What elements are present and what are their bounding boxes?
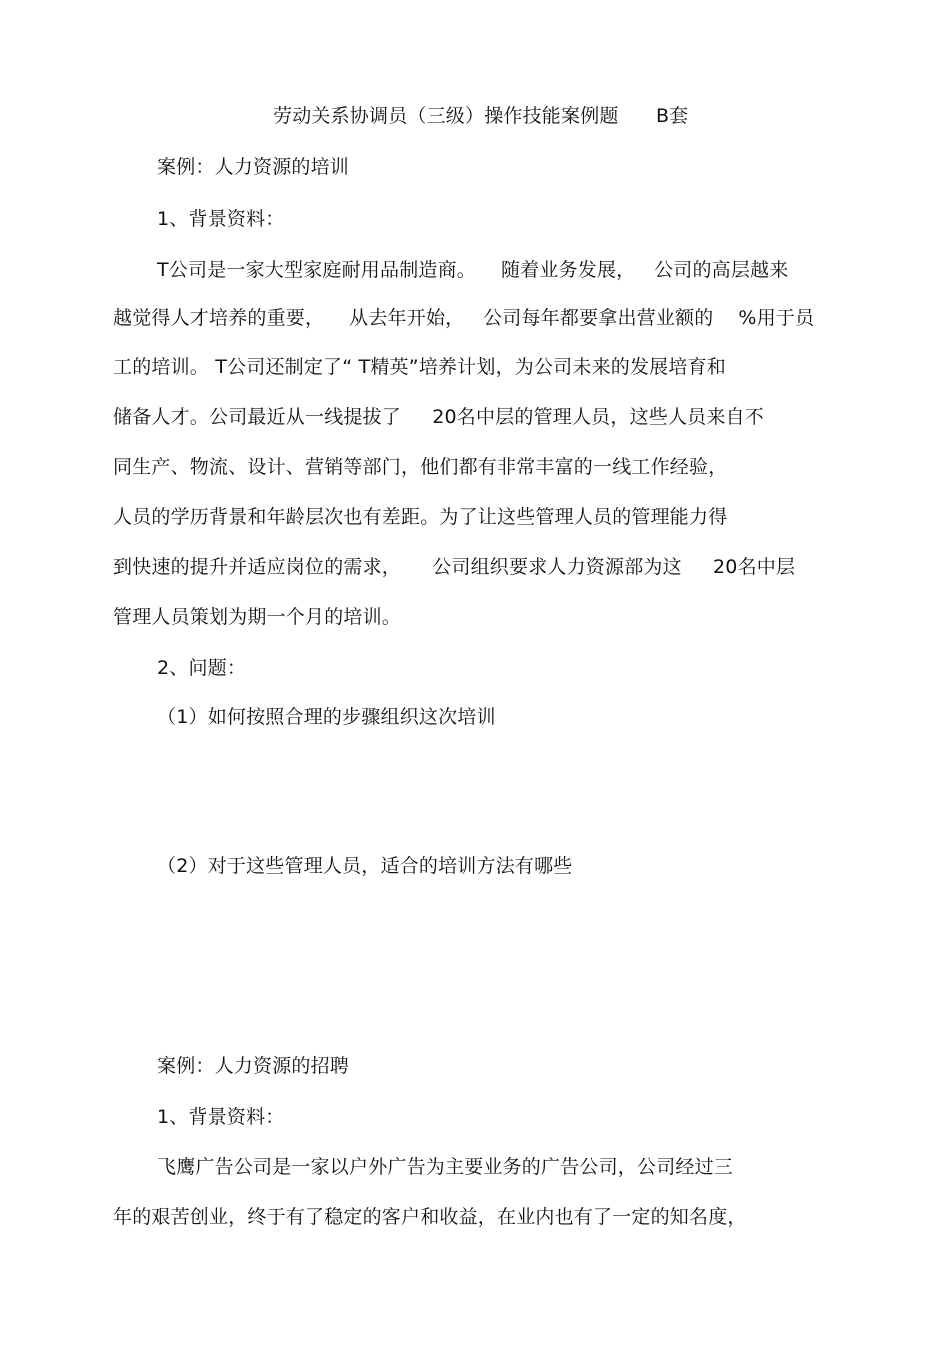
case1-question-1: （1）如何按照合理的步骤组织这次培训 [157,706,496,728]
case1-paragraph-line: T公司是一家大型家庭耐用品制造商。 随着业务发展， 公司的高层越来 [157,259,789,281]
case1-questions-label: 2、问题： [157,657,247,679]
case1-paragraph-line: 到快速的提升并适应岗位的需求， 公司组织要求人力资源部为这 20名中层 [113,556,796,578]
case1-background-label: 1、背景资料： [157,208,285,230]
case1-paragraph-line: 管理人员策划为期一个月的培训。 [113,606,402,628]
case2-paragraph-line: 年的艰苦创业，终于有了稳定的客户和收益，在业内也有了一定的知名度， [113,1206,747,1228]
case1-heading: 案例：人力资源的培训 [157,156,350,178]
case1-paragraph-line: 工的培训。 T公司还制定了“ T精英”培养计划，为公司未来的发展培育和 [113,356,726,378]
document-title: 劳动关系协调员（三级）操作技能案例题 B套 [273,105,689,127]
case1-paragraph-line: 同生产、物流、设计、营销等部门，他们都有非常丰富的一线工作经验， [113,456,728,478]
case1-paragraph-line: 储备人才。公司最近从一线提拔了 20名中层的管理人员，这些人员来自不 [113,406,764,428]
case2-background-label: 1、背景资料： [157,1106,285,1128]
case2-paragraph-line: 飞鹰广告公司是一家以户外广告为主要业务的广告公司，公司经过三 [157,1156,734,1178]
case1-paragraph-line: 越觉得人才培养的重要， 从去年开始， 公司每年都要拿出营业额的 %用于员 [113,307,815,329]
case1-paragraph-line: 人员的学历背景和年龄层次也有差距。为了让这些管理人员的管理能力得 [113,506,728,528]
case1-question-2: （2）对于这些管理人员，适合的培训方法有哪些 [157,855,573,877]
case2-heading: 案例：人力资源的招聘 [157,1055,350,1077]
